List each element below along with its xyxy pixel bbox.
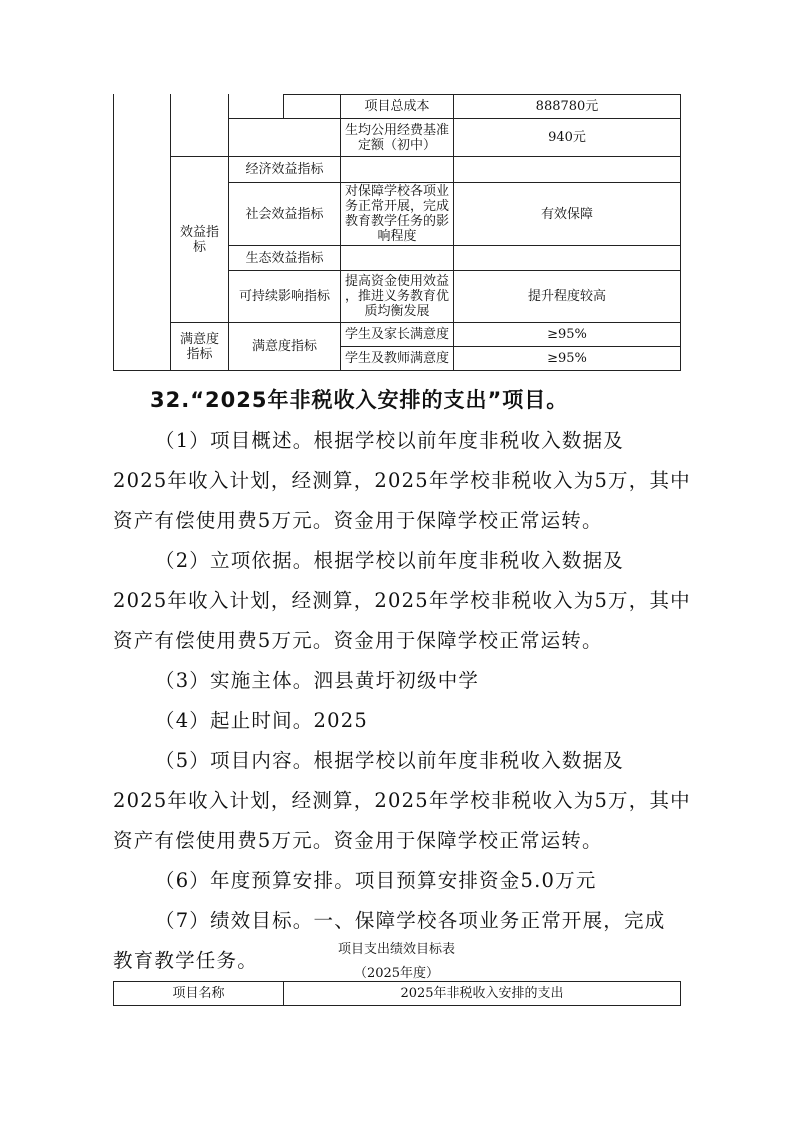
paragraph-line: 教育教学任务。 [113, 949, 258, 972]
paragraph-line: 资产有偿使用费5万元。资金用于保障学校正常运转。 [113, 629, 603, 652]
table-rule [113, 94, 114, 371]
teacher-satisfaction-value: ≥95% [547, 351, 587, 366]
cost-value: 888780元 [535, 99, 599, 114]
per-student-value: 940元 [548, 130, 586, 145]
project-name-value: 2025年非税收入安排的支出 [400, 986, 564, 1001]
table-rule [283, 94, 284, 118]
parent-satisfaction-label: 学生及家长满意度 [344, 327, 449, 342]
teacher-satisfaction-label: 学生及教师满意度 [344, 351, 449, 366]
paragraph-line: （5）项目内容。根据学校以前年度非税收入数据及 [155, 749, 625, 772]
ecological-indicator: 生态效益指标 [245, 250, 324, 266]
per-student-label: 生均公用经费基准 定额（初中） [344, 122, 449, 153]
cost-label: 项目总成本 [364, 99, 430, 114]
benefit-category: 效益指 标 [179, 224, 219, 255]
paragraph-line: 资产有偿使用费5万元。资金用于保障学校正常运转。 [113, 829, 603, 852]
satisfaction-category: 满意度 指标 [179, 331, 219, 362]
paragraph-line: 2025年收入计划，经测算，2025年学校非税收入为5万，其中 [113, 469, 691, 492]
paragraph-line: 2025年收入计划，经测算，2025年学校非税收入为5万，其中 [113, 789, 691, 812]
table-year: （2025年度） [353, 966, 440, 981]
table-rule [113, 1005, 681, 1006]
section-heading: 32.“2025年非税收入安排的支出”项目。 [150, 388, 569, 412]
paragraph-line: （3）实施主体。泗县黄圩初级中学 [155, 669, 480, 692]
paragraph-line: （7）绩效目标。一、保障学校各项业务正常开展，完成 [155, 909, 666, 932]
parent-satisfaction-value: ≥95% [547, 327, 587, 342]
sustainability-indicator: 可持续影响指标 [238, 289, 330, 304]
paragraph-line: （6）年度预算安排。项目预算安排资金5.0万元 [155, 869, 597, 892]
table-rule [113, 370, 681, 371]
paragraph-line: （1）项目概述。根据学校以前年度非税收入数据及 [155, 429, 625, 452]
table-rule [228, 118, 340, 119]
paragraph-line: 资产有偿使用费5万元。资金用于保障学校正常运转。 [113, 509, 603, 532]
social-value: 有效保障 [540, 206, 593, 222]
paragraph-line: （4）起止时间。2025 [155, 709, 368, 732]
satisfaction-indicator: 满意度指标 [251, 339, 317, 354]
paragraph-line: 2025年收入计划，经测算，2025年学校非税收入为5万，其中 [113, 589, 691, 612]
economic-indicator: 经济效益指标 [245, 162, 324, 177]
table-title: 项目支出绩效目标表 [337, 942, 455, 957]
sustainability-value: 提升程度较高 [527, 289, 606, 304]
social-indicator: 社会效益指标 [245, 206, 324, 222]
table-rule [680, 94, 681, 371]
sustainability-detail: 提高资金使用效益 ，推进义务教育优 质均衡发展 [344, 274, 449, 319]
social-detail: 对保障学校各项业 务正常开展，完成 教育教学任务的影 响程度 [344, 184, 449, 244]
project-name-label: 项目名称 [172, 986, 225, 1001]
paragraph-line: （2）立项依据。根据学校以前年度非税收入数据及 [155, 549, 625, 572]
table-rule [680, 981, 681, 1006]
